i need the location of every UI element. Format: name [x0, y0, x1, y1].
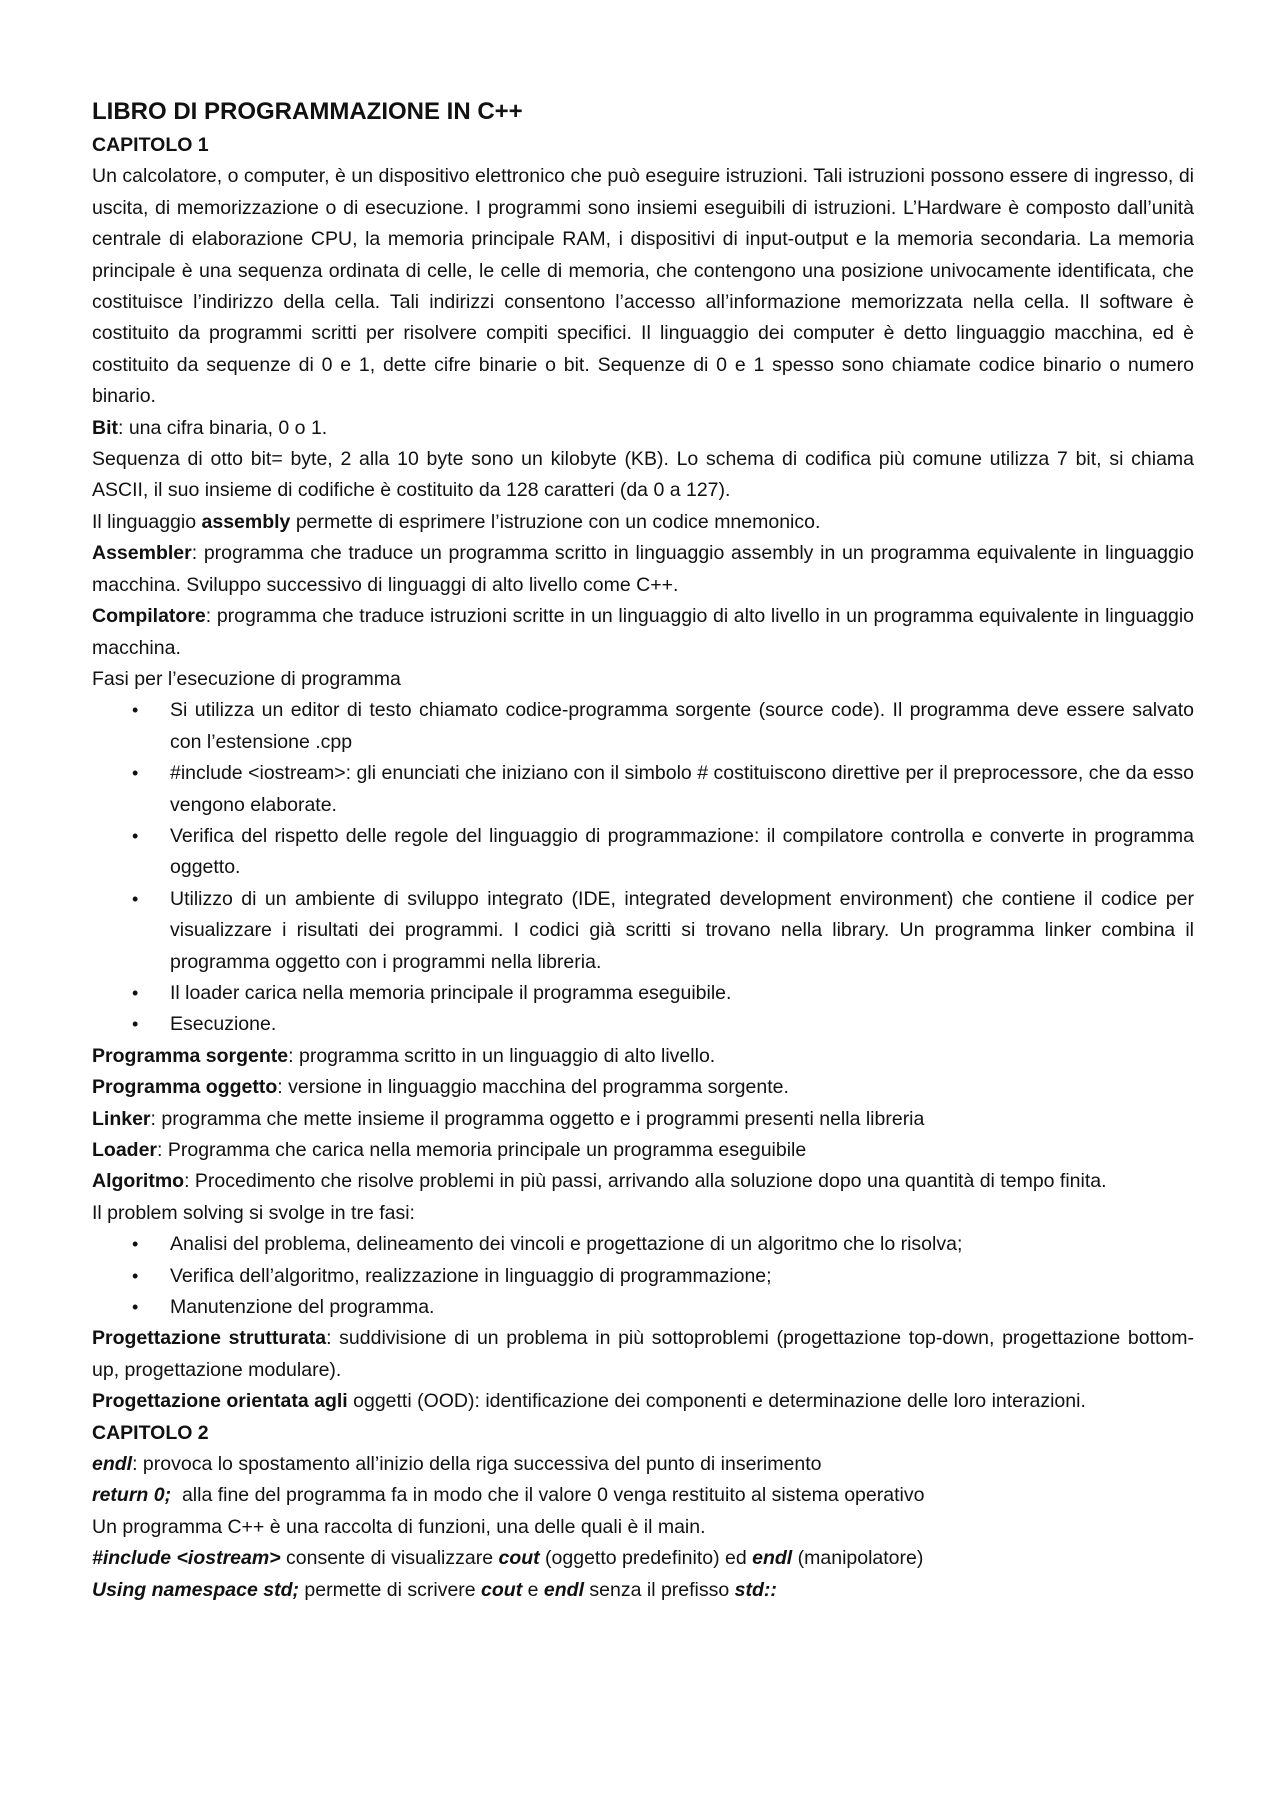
bullet-icon: • — [132, 888, 139, 909]
include-paragraph — [92, 1543, 1194, 1574]
definition-text: : programma scritto in un linguaggio di alto livello. — [288, 1044, 716, 1067]
definition-loader — [92, 1135, 1194, 1166]
bullet-icon: • — [132, 982, 139, 1003]
byte-paragraph: Sequenza di otto bit= byte, 2 alla 10 byte sono un kilobyte (KB). Lo schema di codifica più comune utilizza 7 bit, si chiama ASCII, il suo insieme di codifiche è costituito da 128 caratteri (da 0 a 127). — [92, 448, 1194, 502]
bullet-icon: • — [132, 763, 139, 784]
definition-term: Compilatore — [92, 605, 206, 628]
list-item — [92, 758, 1194, 821]
text-run: (manipolatore) — [792, 1547, 924, 1570]
bit-definition — [92, 413, 1194, 444]
definition-text: : programma che mette insieme il programma oggetto e i programmi presenti nella libreria — [150, 1107, 925, 1130]
assembler-definition — [92, 538, 1194, 601]
bullet-icon: • — [132, 700, 139, 721]
definition-term: Loader — [92, 1139, 158, 1161]
compiler-definition — [92, 601, 1194, 664]
endl-definition — [92, 1449, 1194, 1480]
definition-text: : Procedimento che risolve problemi in più passi, arrivando alla soluzione dopo una quantità di tempo finita. — [184, 1170, 1107, 1193]
definition-term: Bit — [92, 416, 118, 439]
text-run: permette di esprimere l’istruzione con un codice mnemonico. — [290, 510, 821, 533]
functions-paragraph: Un programma C++ è una raccolta di funzioni, una delle quali è il main. — [92, 1515, 706, 1538]
list-item — [92, 1292, 1194, 1323]
code-term: std:: — [734, 1578, 777, 1601]
code-term: return 0; — [92, 1484, 172, 1507]
document-title: LIBRO DI PROGRAMMAZIONE IN C++ — [92, 98, 523, 125]
assembly-paragraph — [92, 507, 1194, 538]
list-item-text: Si utilizza un editor di testo chiamato codice-programma sorgente (source code). Il programma deve essere salvato con l’estensione .cpp — [170, 699, 1194, 753]
definition-object-program — [92, 1072, 1194, 1103]
list-item-text: Utilizzo di un ambiente di sviluppo integrato (IDE, integrated development environment) che contiene il codice per visualizzare i risultati dei programmi. I codici già scritti si trovano nella library. Un programma linker combina il programma oggetto con i programmi nella libreria. — [170, 887, 1194, 973]
list-item-text: Verifica dell’algoritmo, realizzazione in linguaggio di programmazione; — [170, 1264, 772, 1287]
definition-term: Assembler — [92, 542, 192, 565]
bullet-icon: • — [132, 1297, 139, 1318]
text-run: senza il prefisso — [584, 1578, 735, 1601]
definition-algorithm — [92, 1166, 1194, 1197]
definition-linker — [92, 1104, 1194, 1135]
bullet-icon: • — [132, 825, 139, 846]
bullet-icon: • — [132, 1234, 139, 1255]
list-item — [92, 821, 1194, 884]
code-term: endl — [543, 1578, 584, 1601]
definition-text: oggetti (OOD): identificazione dei componenti e determinazione delle loro interazioni. — [347, 1390, 1086, 1413]
text-run: (oggetto predefinito) ed — [539, 1547, 753, 1570]
definition-text: : una cifra binaria, 0 o 1. — [118, 416, 328, 439]
chapter-1-heading: CAPITOLO 1 — [92, 134, 209, 156]
definition-term: Algoritmo — [92, 1170, 185, 1193]
definition-text: : programma che traduce un programma scritto in linguaggio assembly in un programma equivalente in linguaggio macchina. Sviluppo successivo di linguaggi di alto livello come C++. — [92, 542, 1194, 596]
definition-term: Programma sorgente — [92, 1044, 289, 1067]
list-item — [92, 1261, 1194, 1292]
definition-term: assembly — [201, 510, 291, 533]
definition-text: : versione in linguaggio macchina del programma sorgente. — [277, 1076, 789, 1099]
list-item-text: Analisi del problema, delineamento dei vincoli e progettazione di un algoritmo che lo risolva; — [170, 1233, 963, 1256]
code-term: cout — [481, 1578, 523, 1601]
chapter-2-heading: CAPITOLO 2 — [92, 1421, 209, 1444]
list-item-text: Manutenzione del programma. — [170, 1296, 435, 1319]
definition-text: : provoca lo spostamento all’inizio della riga successiva del punto di inserimento — [132, 1453, 822, 1476]
definition-term: Linker — [92, 1107, 151, 1130]
problem-solving-list — [92, 1229, 1194, 1323]
code-term: #include <iostream> — [92, 1547, 281, 1570]
code-term: cout — [498, 1547, 540, 1570]
ood-definition — [92, 1386, 1194, 1417]
bullet-icon: • — [132, 1014, 139, 1035]
list-item — [92, 1229, 1194, 1260]
definition-term: Progettazione strutturata — [92, 1327, 327, 1350]
intro-paragraph: Un calcolatore, o computer, è un dispositivo elettronico che può eseguire istruzioni. Tali istruzioni possono essere di ingresso, di uscita, di memorizzazione o di esecuzione. I programmi sono insiemi eseguibili di istruzioni. L’Hardware è composto dall’unità centrale di elaborazione CPU, la memoria principale RAM, i dispositivi di input-output e la memoria secondaria. La memoria principale è una sequenza ordinata di celle, le celle di memoria, che contengono una posizione univocamente identificata, che costituisce l’indirizzo della cella. Tali indirizzi consentono l’accesso all’informazione memorizzata nella cella. Il software è costituito da programmi scritti per risolvere compiti specifici. Il linguaggio dei computer è detto linguaggio macchina, ed è costituito da sequenze di 0 e 1, dette cifre binarie o bit. Sequenze di 0 e 1 spesso sono chiamate codice binario o numero binario. — [92, 165, 1194, 408]
definition-term: Programma oggetto — [92, 1076, 278, 1099]
text-run: permette di scrivere — [298, 1578, 482, 1601]
list-item-text: Esecuzione. — [170, 1013, 277, 1036]
text-run: e — [522, 1578, 544, 1601]
definition-text: : suddivisione di un problema in più sottoproblemi (progettazione top-down, progettazione bottom-up, progettazione modulare). — [92, 1327, 1194, 1381]
list-item — [92, 884, 1194, 978]
list-item-text: Il loader carica nella memoria principale il programma eseguibile. — [170, 981, 732, 1004]
definition-term: Progettazione orientata agli — [92, 1390, 348, 1413]
code-term: endl — [752, 1547, 793, 1570]
list-item — [92, 978, 1194, 1009]
list-item-text: #include <iostream>: gli enunciati che iniziano con il simbolo # costituiscono direttive per il preprocessore, che da esso vengono elaborate. — [170, 762, 1194, 816]
structured-design-definition — [92, 1323, 1194, 1386]
bullet-icon: • — [132, 1265, 139, 1286]
definition-source-program — [92, 1041, 1194, 1072]
problem-solving-intro: Il problem solving si svolge in tre fasi: — [92, 1201, 415, 1224]
definition-text: : Programma che carica nella memoria principale un programma eseguibile — [157, 1139, 807, 1161]
definition-text: : programma che traduce istruzioni scritte in un linguaggio di alto livello in un programma equivalente in linguaggio macchina. — [92, 605, 1194, 659]
list-item-text: Verifica del rispetto delle regole del linguaggio di programmazione: il compilatore controlla e converte in programma oggetto. — [170, 824, 1194, 879]
list-item — [92, 1009, 1194, 1040]
document-page — [92, 96, 1194, 1606]
list-item — [92, 695, 1194, 758]
phases-list — [92, 695, 1194, 1040]
text-run: consente di visualizzare — [280, 1547, 499, 1570]
text-run: Il linguaggio — [92, 510, 202, 533]
code-term: endl — [92, 1453, 133, 1476]
phases-intro: Fasi per l’esecuzione di programma — [92, 667, 401, 690]
definition-text: alla fine del programma fa in modo che il valore 0 venga restituito al sistema operativo — [171, 1484, 925, 1507]
code-term: Using namespace std; — [92, 1578, 299, 1601]
using-namespace-paragraph — [92, 1575, 1194, 1606]
return-definition — [92, 1480, 1194, 1511]
